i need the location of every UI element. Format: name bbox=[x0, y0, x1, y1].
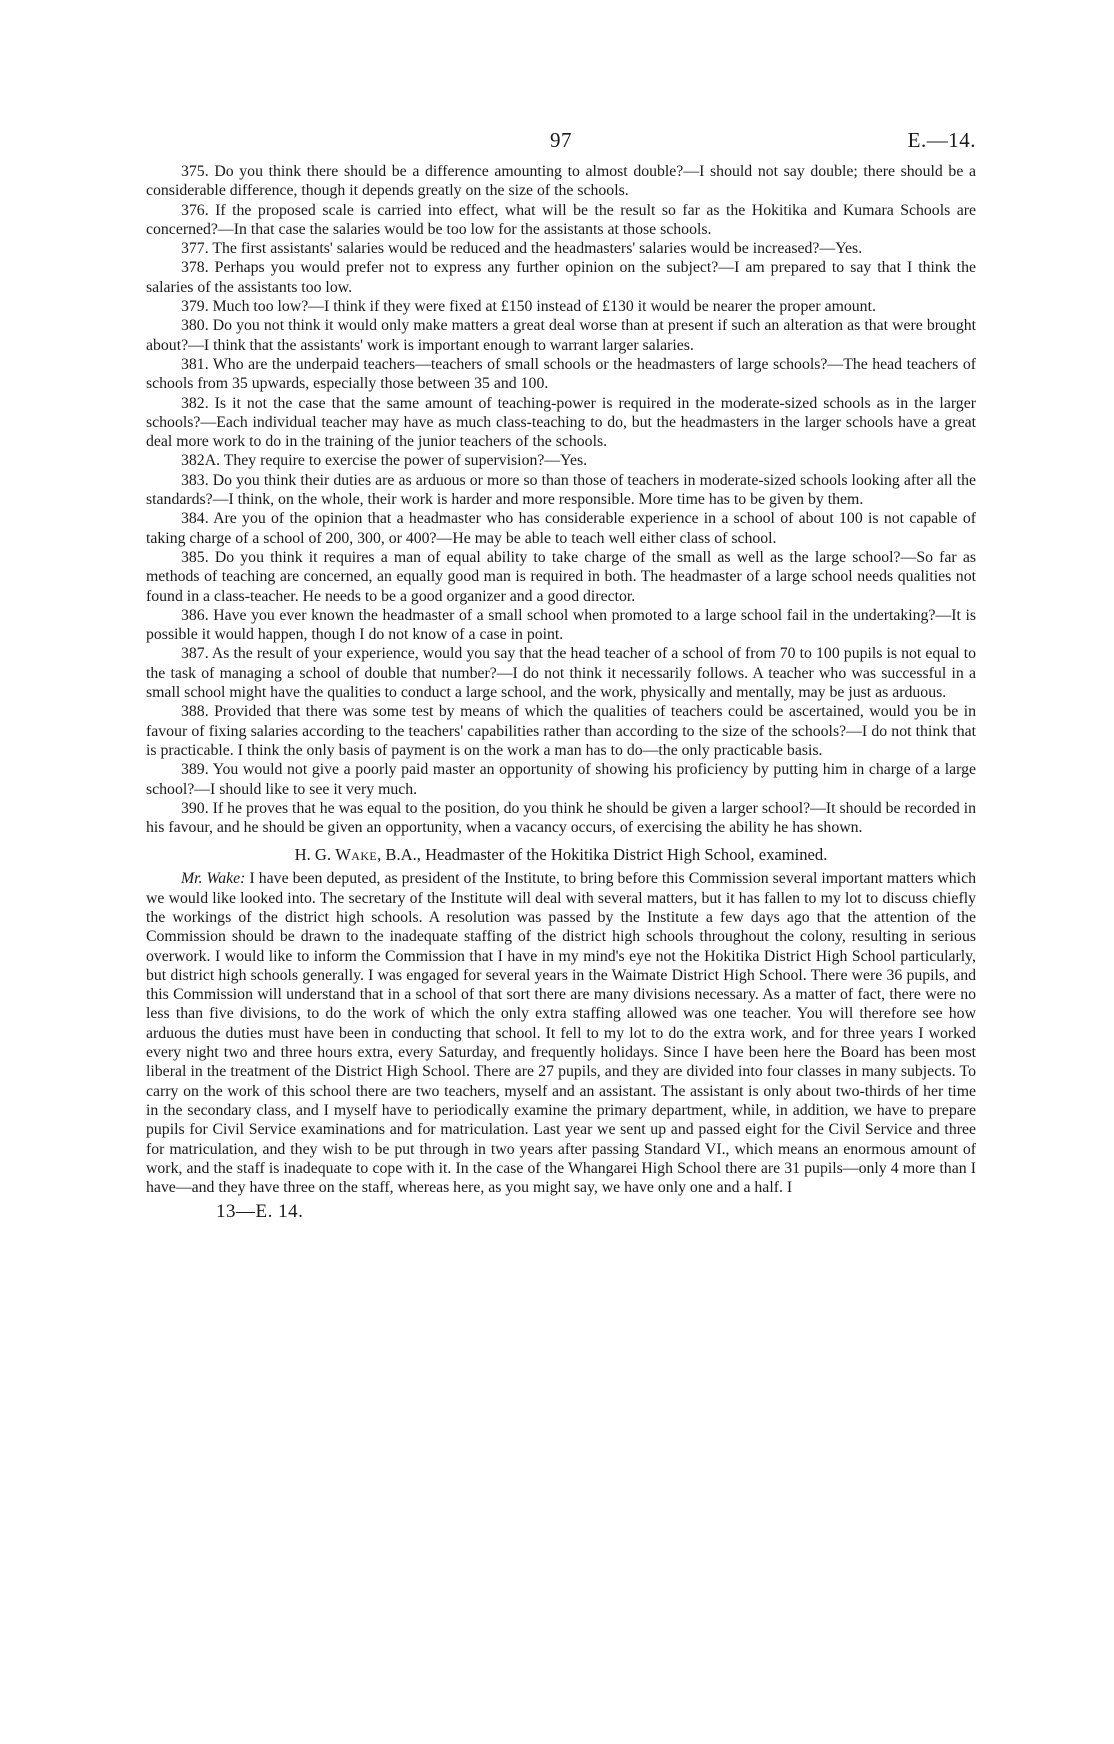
witness-statement bbox=[146, 869, 976, 1197]
question-number: 390. bbox=[181, 799, 209, 817]
question-answer-382 bbox=[146, 394, 976, 452]
question-number: 388. bbox=[181, 703, 209, 721]
question-answer-386 bbox=[146, 606, 976, 645]
question-answer-385 bbox=[146, 548, 976, 606]
question-text: Do you think there should be a difference amounting to almost double?—I should not say double; there should be a considerable difference, though it depends greatly on the size of the schools. bbox=[146, 163, 976, 200]
question-answer-378 bbox=[146, 258, 976, 297]
page-number: 97 bbox=[550, 128, 572, 152]
document-page bbox=[146, 128, 976, 1223]
question-number: 375. bbox=[181, 163, 209, 180]
question-answer-390 bbox=[146, 799, 976, 838]
question-text: Are you of the opinion that a headmaster who has considerable experience in a school of about 100 is not capable of taking charge of a school of 200, 300, or 400?—He may be able to teach well either class of school. bbox=[146, 510, 976, 547]
question-answer-383 bbox=[146, 471, 976, 510]
question-number: 376. bbox=[181, 201, 209, 219]
question-text: You would not give a poorly paid master an opportunity of showing his proficiency by putting him in charge of a large school?—I should like to see it very much. bbox=[146, 761, 976, 798]
question-answer-377 bbox=[146, 239, 976, 258]
question-answer-381 bbox=[146, 355, 976, 394]
question-answer-384 bbox=[146, 509, 976, 548]
question-text: The first assistants' salaries would be reduced and the headmasters' salaries would be increased?—Yes. bbox=[212, 240, 863, 258]
question-number: 386. bbox=[181, 606, 209, 624]
question-number: 385. bbox=[181, 548, 209, 566]
question-number: 387. bbox=[181, 645, 209, 663]
question-text: Do you think it requires a man of equal ability to take charge of the small as well as the large school?—So far as methods of teaching are concerned, an equally good man is required in both. The headmaster of a large school needs qualities not found in a class-teacher. He needs to be a good organizer and a good director. bbox=[146, 548, 976, 605]
witness-heading bbox=[146, 845, 976, 865]
question-number: 389. bbox=[181, 761, 209, 779]
question-text: Do you not think it would only make matters a great deal worse than at present if such an alteration as that were brought about?—I think that the assistants' work is important enough to warrant larger salaries. bbox=[146, 317, 976, 354]
page-signature: 13—E. 14. bbox=[216, 1201, 304, 1223]
question-answer-388 bbox=[146, 702, 976, 760]
question-number: 383. bbox=[181, 471, 209, 489]
question-text: Have you ever known the headmaster of a small school when promoted to a large school fail in the undertaking?—It is possible it would happen, though I do not know of a case in point. bbox=[146, 606, 976, 644]
question-text: Much too low?—I think if they were fixed at £150 instead of £130 it would be nearer the proper amount. bbox=[212, 298, 876, 316]
question-number: 379. bbox=[181, 298, 209, 316]
witness-surname: Wake bbox=[335, 845, 378, 865]
question-answer-375 bbox=[146, 162, 976, 201]
question-text: Provided that there was some test by means of which the qualities of teachers could be ascertained, would you be in favour of fixing salaries according to the teachers' capabilities rather than according to the size of the schools?—I do not think that is practicable. I think the only basis of payment is on the work a man has to do—the only practicable basis. bbox=[146, 703, 976, 759]
question-answer-379 bbox=[146, 297, 976, 316]
question-number: 382A. bbox=[181, 452, 221, 470]
question-number: 382. bbox=[181, 394, 209, 412]
question-text: They require to exercise the power of supervision?—Yes. bbox=[223, 452, 588, 470]
question-number: 377. bbox=[181, 240, 209, 258]
question-answer-387 bbox=[146, 644, 976, 702]
statement-text: I have been deputed, as president of the Institute, to bring before this Commission several important matters which we would like looked into. The secretary of the Institute will deal with several matters, but it has fallen to my lot to discuss chiefly the workings of the district high schools. A resolution was passed by the Institute a few days ago that the attention of the Commission should be drawn to the inadequate staffing of the district high schools throughout the colony, resulting in serious overwork. I would like to inform the Commission that I have in my mind's eye not the Hokitika District High School particularly, but district high schools generally. I was engaged for several years in the Waimate District High School. There were 36 pupils, and this Commission will understand that in a school of that sort there are many divisions necessary. As a matter of fact, there were no less than five divisions, to do the work of which the only extra staffing allowed was one teacher. You will therefore see how arduous the duties must have been in conducting that school. It fell to my lot to do the extra work, and for three years I worked every night two and three hours extra, every Saturday, and frequently holidays. Since I have been here the Board has been most liberal in the treatment of the District High School. There are 27 pupils, and they are divided into four classes in many subjects. To carry on the work of this school there are two teachers, myself and an assistant. The assistant is only about two-thirds of her time in the secondary class, and I myself have to periodically examine the primary department, while, in addition, we have to prepare pupils for Civil Service examinations and for matriculation. Last year we sent up and passed eight for the Civil Service and three for matriculation, and they wish to be put through in two years after passing Standard VI., which means an enormous amount of work, and the staff is inadequate to cope with it. In the case of the Whangarei High School there are 31 pupils—only 4 more than I have—and they have three on the staff, whereas here, as you might say, we have only one and a half. I bbox=[146, 870, 976, 1197]
question-text: As the result of your experience, would you say that the head teacher of a school of from 70 to 100 pupils is not equal to the task of managing a school of double that number?—I do not think it necessarily follows. A teacher who was successful in a small school might have the qualities to conduct a large school, and the work, physically and mentally, may be just as arduous. bbox=[146, 645, 976, 702]
document-reference: E.—14. bbox=[907, 128, 976, 152]
question-answer-382a bbox=[146, 451, 976, 470]
question-number: 384. bbox=[181, 510, 209, 528]
speaker-name: Mr. Wake: bbox=[181, 870, 246, 888]
question-answer-380 bbox=[146, 316, 976, 355]
witness-description: , B.A., Headmaster of the Hokitika District High School, examined. bbox=[377, 845, 828, 865]
question-text: If he proves that he was equal to the position, do you think he should be given a larger school?—It should be recorded in his favour, and he should be given an opportunity, when a vacancy occurs, of exercising the ability he has shown. bbox=[146, 799, 976, 837]
question-number: 380. bbox=[181, 317, 209, 335]
question-text: Do you think their duties are as arduous or more so than those of teachers in moderate-sized schools looking after all the standards?—I think, on the whole, their work is harder and more responsible. More time has to be given by them. bbox=[146, 471, 977, 509]
question-answer-376 bbox=[146, 201, 976, 240]
page-header bbox=[146, 128, 976, 162]
question-text: If the proposed scale is carried into effect, what will be the result so far as the Hokitika and Kumara Schools are concerned?—In that case the salaries would be too low for the assistants at those schools. bbox=[146, 201, 976, 238]
question-text: Is it not the case that the same amount of teaching-power is required in the moderate-sized schools as in the larger schools?—Each individual teacher may have as much class-teaching to do, but the headmasters in the larger schools have a great deal more work to do in the training of the junior teachers of the schools. bbox=[146, 394, 976, 451]
question-number: 378. bbox=[181, 259, 209, 277]
question-answer-389 bbox=[146, 760, 976, 799]
witness-initials: H. G. bbox=[294, 845, 332, 865]
question-text: Perhaps you would prefer not to express any further opinion on the subject?—I am prepared to say that I think the salaries of the assistants too low. bbox=[146, 259, 976, 296]
question-number: 381. bbox=[181, 355, 209, 373]
document-body bbox=[146, 162, 976, 1197]
question-text: Who are the underpaid teachers—teachers of small schools or the headmasters of large schools?—The head teachers of schools from 35 upwards, especially those between 35 and 100. bbox=[146, 355, 976, 393]
